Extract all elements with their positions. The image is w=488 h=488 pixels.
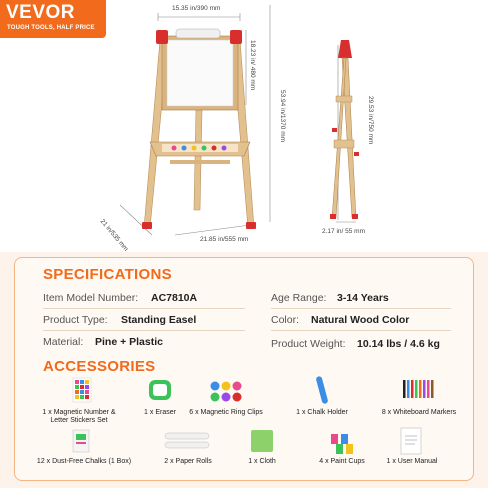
paint-cups-icon — [331, 434, 353, 454]
spec-label-color: Color: — [271, 314, 300, 326]
accessory-icons — [15, 258, 473, 480]
dim-top-width: 15.35 in/390 mm — [172, 5, 221, 12]
accessory-label-paint-cups: 4 x Paint Cups — [319, 458, 365, 465]
accessory-label-cloth: 1 x Cloth — [248, 458, 276, 465]
dim-board-height: 18.23 in/ 480 mm — [249, 40, 256, 91]
accessory-label-paper-rolls: 2 x Paper Rolls — [164, 458, 212, 465]
dim-side-height: 29.53 in/750 mm — [367, 96, 374, 145]
accessory-label-markers: 8 x Whiteboard Markers — [381, 409, 457, 416]
specifications-title: SPECIFICATIONS — [43, 266, 172, 283]
spec-label-age: Age Range: — [271, 292, 327, 304]
chalk-holder-icon — [315, 376, 328, 405]
accessory-label-clips: 6 x Magnetic Ring Clips — [189, 409, 263, 416]
manual-icon — [401, 428, 421, 454]
sticker-set-icon — [73, 378, 91, 402]
brand-tagline: TOUGH TOOLS, HALF PRICE — [7, 25, 95, 31]
accessory-label-eraser: 1 x Eraser — [144, 409, 176, 416]
accessory-label-chalk-holder: 1 x Chalk Holder — [296, 409, 348, 416]
chalk-box-icon — [73, 430, 89, 452]
accessories-title: ACCESSORIES — [43, 358, 156, 375]
eraser-icon — [149, 380, 171, 400]
spec-value-material: Pine + Plastic — [95, 336, 163, 348]
paper-rolls-icon — [165, 433, 209, 448]
cloth-icon — [251, 430, 273, 452]
spec-value-weight: 10.14 lbs / 4.6 kg — [357, 338, 440, 350]
info-panel — [14, 257, 474, 481]
dim-side-depth: 2.17 in/ 55 mm — [322, 228, 365, 235]
spec-value-color: Natural Wood Color — [311, 314, 410, 326]
spec-label-type: Product Type: — [43, 314, 108, 326]
brand-logo-text: VEVOR — [6, 2, 76, 23]
dim-total-height: 53.94 in/1370 mm — [279, 90, 286, 143]
spec-value-type: Standing Easel — [121, 314, 197, 326]
markers-icon — [403, 380, 434, 398]
spec-value-age: 3-14 Years — [337, 292, 389, 304]
dim-base-width: 21.85 in/555 mm — [200, 236, 249, 243]
spec-label-model: Item Model Number: — [43, 292, 139, 304]
dim-depth: 21 in/535 mm — [98, 218, 130, 253]
spec-value-model: AC7810A — [151, 292, 198, 304]
magnet-clips-icon — [211, 382, 242, 402]
accessory-label-stickers: 1 x Magnetic Number & Letter Stickers Set — [42, 409, 116, 424]
accessory-label-chalks: 12 x Dust-Free Chalks (1 Box) — [36, 458, 132, 465]
accessory-label-manual: 1 x User Manual — [386, 458, 438, 465]
spec-label-weight: Product Weight: — [271, 338, 346, 350]
spec-label-material: Material: — [43, 336, 84, 348]
